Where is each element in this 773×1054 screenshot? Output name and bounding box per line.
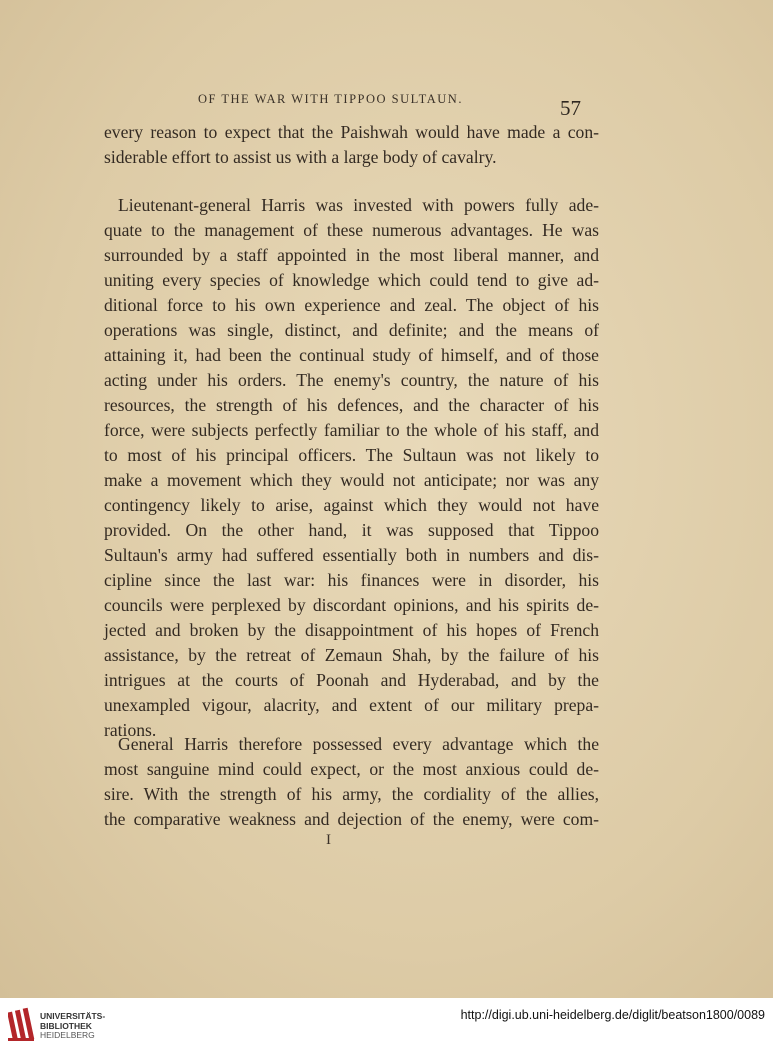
signature-mark: I [326, 832, 331, 848]
page-number: 57 [560, 96, 581, 120]
text-line: cipline since the last war: his finances were in disorder, his [104, 570, 599, 590]
library-name[interactable] [40, 1012, 105, 1041]
text-line: Lieutenant-general Harris was invested with powers fully ade- [118, 195, 599, 215]
text-line: jected and broken by the disappointment of his hopes of French [104, 620, 599, 640]
text-line: attaining it, had been the continual study of himself, and of those [104, 345, 599, 365]
text-line: siderable effort to assist us with a large body of cavalry. [104, 147, 497, 167]
text-line: force, were subjects perfectly familiar to the whole of his staff, and [104, 420, 599, 440]
viewer-footer [0, 998, 773, 1054]
text-line: General Harris therefore possessed every advantage which the [118, 734, 599, 754]
text-line: surrounded by a staff appointed in the most liberal manner, and [104, 245, 599, 265]
text-line: most sanguine mind could expect, or the most anxious could de- [104, 759, 599, 779]
text-line: quate to the management of these numerous advantages. He was [104, 220, 599, 240]
library-name-line: UNIVERSITÄTS- [40, 1011, 106, 1021]
running-head: OF THE WAR WITH TIPPOO SULTAUN. [198, 92, 463, 106]
text-line: sire. With the strength of his army, the cordiality of the allies, [104, 784, 599, 804]
text-line: unexampled vigour, alacrity, and extent of our military prepa- [104, 695, 599, 715]
text-line: acting under his orders. The enemy's country, the nature of his [104, 370, 599, 390]
text-line: Sultaun's army had suffered essentially both in numbers and dis- [104, 545, 599, 565]
text-line: ditional force to his own experience and zeal. The object of his [104, 295, 599, 315]
text-line: intrigues at the courts of Poonah and Hyderabad, and by the [104, 670, 599, 690]
text-line: resources, the strength of his defences, and the character of his [104, 395, 599, 415]
text-line: councils were perplexed by discordant opinions, and his spirits de- [104, 595, 599, 615]
text-line: provided. On the other hand, it was supposed that Tippoo [104, 520, 599, 540]
text-line: every reason to expect that the Paishwah would have made a con- [104, 122, 599, 142]
library-name-line: HEIDELBERG [40, 1030, 95, 1040]
library-name-line: BIBLIOTHEK [40, 1020, 92, 1031]
text-line: rations. [104, 720, 157, 740]
permalink-url[interactable]: http://digi.ub.uni-heidelberg.de/diglit/beatson1800/0089 [460, 1008, 765, 1022]
text-line: operations was single, distinct, and definite; and the means of [104, 320, 599, 340]
paragraph-1 [104, 120, 599, 170]
text-line: make a movement which they would not anticipate; nor was any [104, 470, 599, 490]
text-line: to most of his principal officers. The Sultaun was not likely to [104, 445, 599, 465]
paragraph-3 [104, 732, 599, 832]
text-line: contingency likely to arise, against which they would not have [104, 495, 599, 515]
university-library-logo-icon[interactable] [8, 1006, 36, 1044]
text-line: assistance, by the retreat of Zemaun Shah, by the failure of his [104, 645, 599, 665]
paragraph-2 [104, 193, 599, 743]
text-line: the comparative weakness and dejection of the enemy, were com- [104, 809, 599, 829]
text-line: uniting every species of knowledge which could tend to give ad- [104, 270, 599, 290]
